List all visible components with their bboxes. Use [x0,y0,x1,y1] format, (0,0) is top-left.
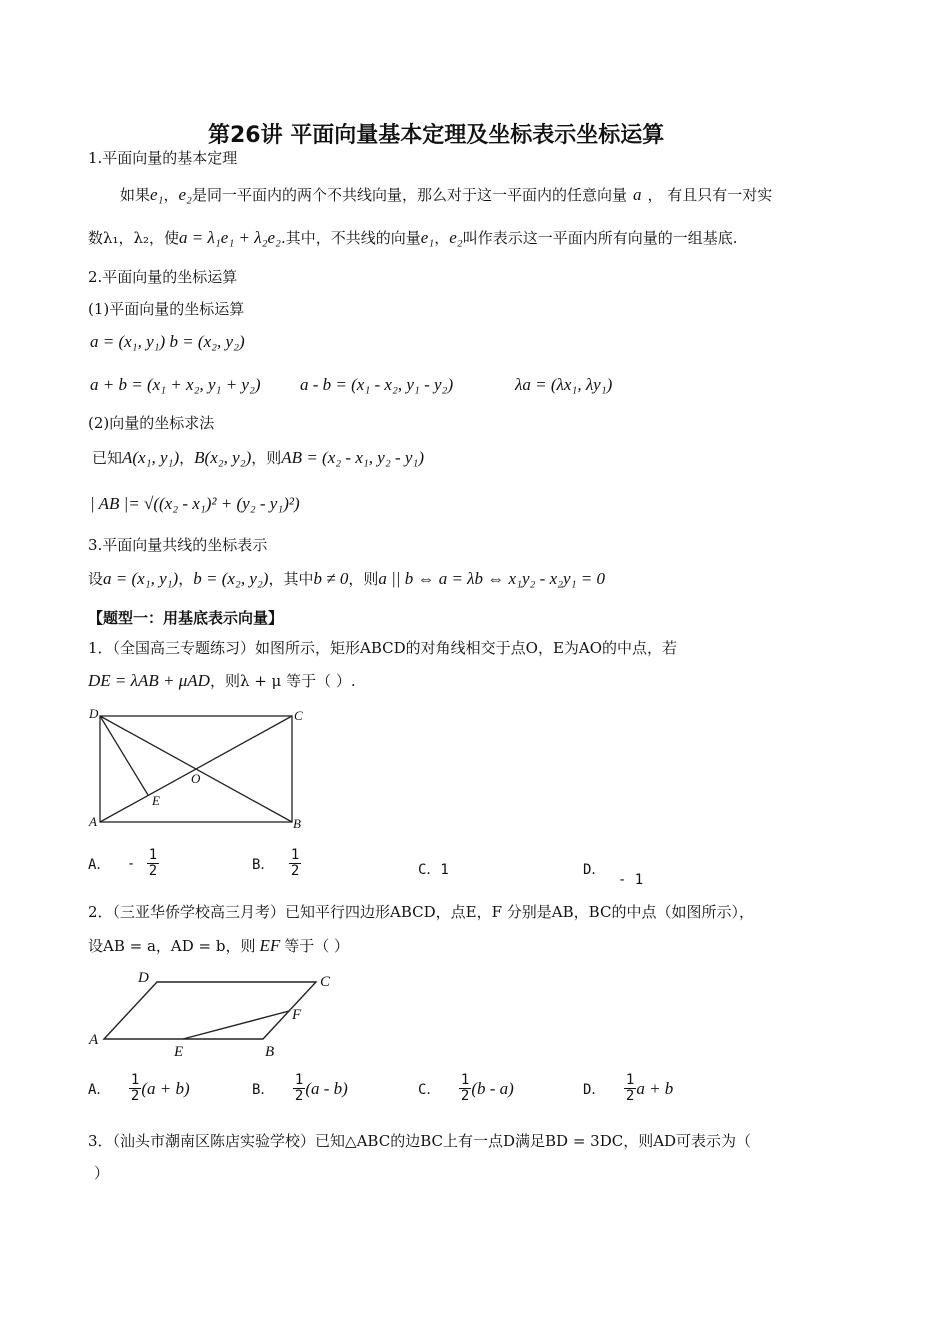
q1-option-c[interactable]: C．1 [418,862,449,878]
option-b-expr: (a - b) [305,1078,348,1098]
option-b-label: B． [252,856,275,873]
vector-a-coord: a = (x₁, y₁) [103,569,179,588]
s3-text: ，则 [348,570,379,588]
label-a: A [89,1032,99,1048]
q2-option-d[interactable] [583,1073,673,1105]
option-d-label: D． [583,1081,606,1098]
q1-stem-line2 [88,670,356,691]
segment-ef [183,1011,289,1039]
s2-text: 已知 [92,449,123,467]
s2-sub2: (2)向量的坐标求法 [88,414,215,432]
q1-ask: ，则λ + μ 等于（ ）. [209,672,356,690]
point-b-coord: B(x₂, y₂) [194,448,252,467]
label-e: E [174,1044,184,1060]
option-a-fraction: $\frac{1}{2}$ [148,847,158,880]
s2-coord-line: 已知A(x₁, y₁)，B(x₂, y₂)，则AB = (x₂ - x₁, y₂ - y₁) [92,448,425,467]
label-d: D [89,706,99,721]
collinear-condition: a || b ⇔ a = λb ⇔ x₁y₂ - x₂y₁ = 0 [378,569,605,588]
e2-symbol: e₂ [178,185,192,204]
section-2-heading: 2.平面向量的坐标运算 [88,268,238,286]
e1-symbol: e₁ [420,228,435,247]
s2-sub1: (1)平面向量的坐标运算 [88,300,245,318]
s1-paragraph-line1 [120,184,772,205]
q2-option-b[interactable] [252,1073,348,1105]
q2-stem-line2 [88,935,349,956]
point-a-coord: A(x₁, y₁) [122,448,180,467]
s1-text: ， 有且只有一对实 [647,186,773,204]
q2-stem-line1: 2．（三亚华侨学校高三月考）已知平行四边形ABCD，点E，F 分别是AB，BC的中点（如图所示）， [88,903,754,921]
q2-option-c[interactable] [418,1073,514,1105]
label-c: C [294,708,303,723]
q1-stem-line1: 1．（全国高三专题练习）如图所示，矩形ABCD的对角线相交于点O，E为AO的中点，若 [88,639,678,657]
vector-ab-coord: AB = (x₂ - x₁, y₂ - y₁) [281,448,425,467]
s1-text: 如果 [120,186,151,204]
option-a-half: $\frac{1}{2}$ [130,1072,140,1105]
label-o: O [191,771,201,786]
section-3-heading: 3.平面向量共线的坐标表示 [88,536,268,554]
formula-scalar: λa = (λx₁, λy₁) [515,375,613,394]
s3-text: ，其中 [268,570,314,588]
vector-b-coord: b = (x₂, y₂) [193,569,269,588]
option-d-value: - 1 [617,872,644,888]
s1-text: 数λ₁，λ₂，使 [88,229,180,247]
q2-option-a[interactable] [88,1073,190,1105]
s1-text: 是同一平面内的两个不共线向量，那么对于这一平面内的任意向量 [191,186,627,204]
label-f: F [292,1007,302,1023]
e2-symbol: e₂ [449,228,463,247]
option-a-label: A． [88,856,111,873]
type1-heading: 【题型一：用基底表示向量】 [88,609,284,627]
s1-paragraph-line2 [88,227,737,248]
option-d-expr: a + b [636,1078,674,1098]
s1-text: 叫作表示这一平面内所有向量的一组基底. [462,229,738,247]
label-c: C [320,974,331,990]
separator: ， [434,229,450,247]
q1-option-a[interactable] [88,848,159,880]
option-a-sign: - [126,855,136,872]
label-d: D [138,970,149,986]
formula-sum: a + b = (x₁ + x₂, y₁ + y₂) [90,375,261,394]
page-title: 第26讲 平面向量基本定理及坐标表示坐标运算 [208,123,665,148]
q2-ef-vector: EF [259,936,281,955]
section-1-heading: 1.平面向量的基本定理 [88,149,238,167]
option-b-label: B． [252,1081,275,1098]
option-c-half: $\frac{1}{2}$ [460,1072,470,1105]
label-b: B [265,1044,275,1060]
q1-option-d[interactable] [583,859,644,888]
option-d-label: D． [583,862,606,878]
q2-ask: 等于（ ） [284,937,350,955]
option-c-expr: (b - a) [471,1078,514,1098]
option-b-half: $\frac{1}{2}$ [294,1072,304,1105]
formula-diff: a - b = (x₁ - x₂, y₁ - y₂) [300,375,454,394]
segment-de [100,716,148,795]
label-a: A [89,814,97,829]
basis-formula: a = λ₁e₁ + λ₂e₂ [179,228,281,247]
a-symbol: a [632,185,642,204]
parallelogram-abcd [104,982,316,1039]
option-a-expr: (a + b) [141,1078,190,1098]
formula-a-b: a = (x₁, y₁) b = (x₂, y₂) [90,332,245,351]
q2-parallelogram-figure [86,964,346,1060]
separator: ， [163,186,179,204]
q1-rectangle-figure [86,702,316,834]
option-d-half: $\frac{1}{2}$ [625,1072,635,1105]
e1-symbol: e₁ [150,185,164,204]
option-c-label: C． [418,1081,441,1098]
s2-text: ，则 [251,449,282,467]
s3-text: 设 [88,570,104,588]
q1-option-b[interactable] [252,848,301,880]
s1-text: .其中，不共线的向量 [280,229,421,247]
label-b: B [293,816,301,831]
option-b-fraction: $\frac{1}{2}$ [290,847,300,880]
label-e: E [152,793,160,808]
q3-stem-line2: ） [94,1164,110,1182]
s3-collinear-line: 设a = (x₁, y₁)，b = (x₂, y₂)，其中b ≠ 0，则a || b ⇔ a = λb ⇔ x₁y₂ - x₂y₁ = 0 [88,569,605,588]
option-a-label: A． [88,1081,111,1098]
q2-given: 设AB = a，AD = b，则 [88,937,256,955]
q3-stem-line1: 3．（汕头市潮南区陈店实验学校）已知△ABC的边BC上有一点D满足BD = 3DC，则AD可表示为（ [88,1132,752,1150]
formula-magnitude: | AB |= √((x₂ - x₁)² + (y₂ - y₁)²) [90,494,300,513]
q1-condition: DE = λAB + μAD [88,671,210,690]
b-nonzero: b ≠ 0 [313,569,349,588]
